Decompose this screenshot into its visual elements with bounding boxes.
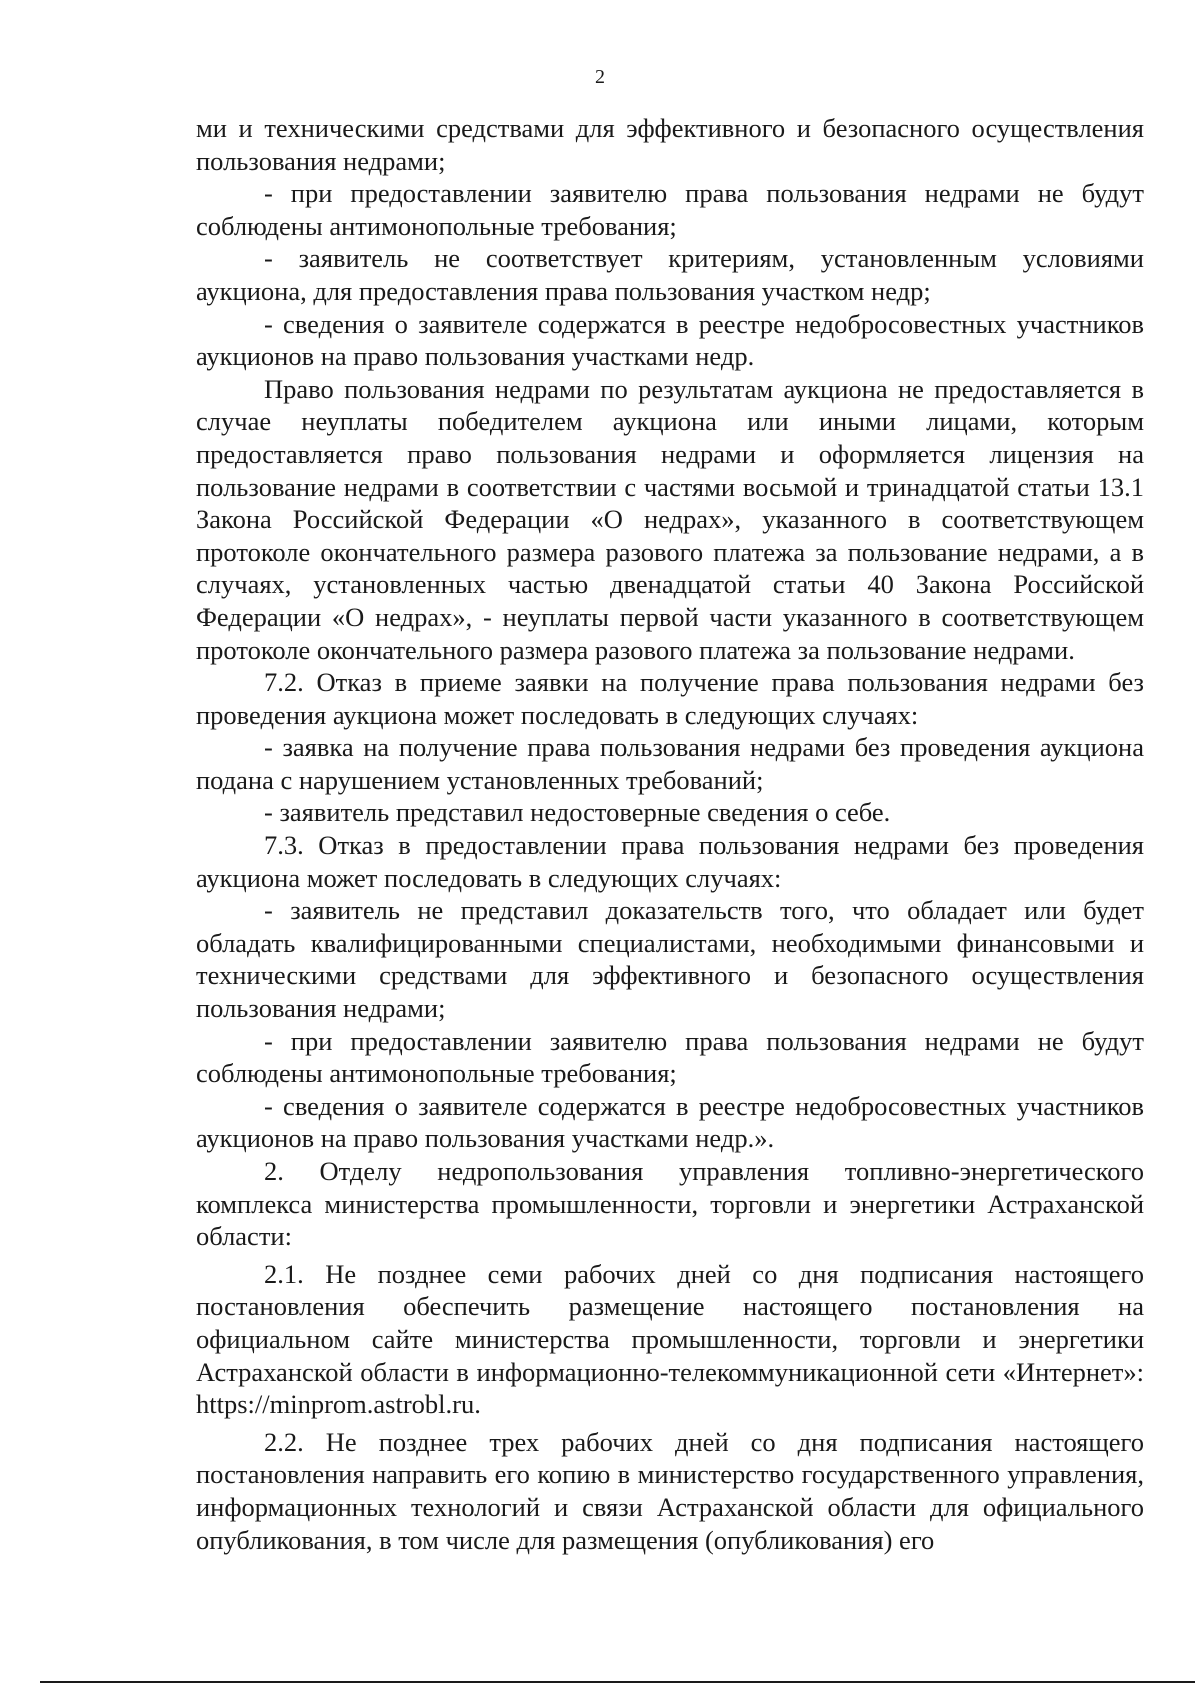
list-item-antimonopoly-2: - при предоставлении заявителю права пользования недрами не будут соблюдены антимонопольные требования; — [196, 1025, 1144, 1089]
list-item-false-information: - заявитель представил недостоверные сведения о себе. — [264, 797, 891, 828]
list-item-registry: - сведения о заявителе содержатся в реестре недобросовестных участников аукционов на право пользования участками недр. — [196, 308, 1144, 372]
bottom-rule — [40, 1681, 1195, 1683]
list-item-application-violation: - заявка на получение права пользования недрами без проведения аукциона подана с нарушением установленных требований; — [196, 732, 1144, 795]
clause-2-2: 2.2. Не позднее трех рабочих дней со дня подписания настоящего постановления направить его копию в министерство государственного управления, информационных технологий и связи Астраханской области для официального опубликования, в том числе для размещения (опубликования) его — [196, 1426, 1144, 1555]
clause-2: 2. Отделу недропользования управления топливно-энергетического комплекса министерства промышленности, торговли и энергетики Астраханской области: — [196, 1156, 1144, 1252]
clause-7-3: 7.3. Отказ в предоставлении права пользования недрами без проведения аукциона может последовать в следующих случаях: — [196, 830, 1144, 893]
document-body — [196, 112, 1144, 1556]
clause-7-2: 7.2. Отказ в приеме заявки на получение права пользования недрами без проведения аукциона может последовать в следующих случаях: — [196, 667, 1144, 730]
clause-2-1: 2.1. Не позднее семи рабочих дней со дня подписания настоящего постановления обеспечить размещение настоящего постановления на официальном сайте министерства промышленности, торговли и энергетики Астраханской области в информационно-телекоммуникационной сети «Интернет»: https://minprom.astrobl.ru. — [196, 1258, 1144, 1420]
list-item-antimonopoly: - при предоставлении заявителю права пользования недрами не будут соблюдены антимонопольные требования; — [196, 178, 1144, 241]
paragraph-auction-payment: Право пользования недрами по результатам аукциона не предоставляется в случае неуплаты победителем аукциона или иными лицами, которым предоставляется право пользования недрами и оформляется лицензия на пользование недрами в соответствии с частями восьмой и тринадцатой статьи 13.1 Закона Российской Федерации «О недрах», указанного в соответствующем протоколе окончательного размера разового платежа за пользование недрами, а в случаях, установленных частью двенадцатой статьи 40 Закона Российской Федерации «О недрах», - неуплаты первой части указанного в соответствующем протоколе окончательного размера разового платежа за пользование недрами. — [196, 373, 1144, 665]
list-item-no-evidence: - заявитель не представил доказательств того, что обладает или будет обладать квалифицированными специалистами, необходимыми финансовыми и техническими средствами для эффективного и безопасного осуществления пользования недрами; — [196, 895, 1144, 1024]
page-number: 2 — [595, 66, 605, 88]
list-item-criteria: - заявитель не соответствует критериям, установленным условиями аукциона, для предоставления права пользования участком недр; — [196, 243, 1144, 306]
list-item-registry-2: - сведения о заявителе содержатся в реестре недобросовестных участников аукционов на право пользования участками недр.». — [196, 1090, 1144, 1154]
paragraph-continuation: ми и техническими средствами для эффективного и безопасного осуществления пользования недрами; — [196, 113, 1144, 176]
